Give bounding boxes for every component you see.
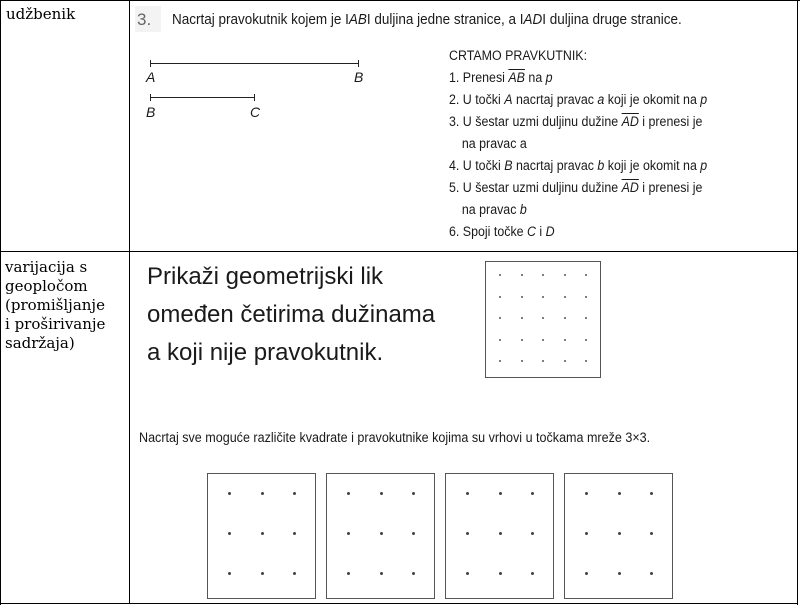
geoboard-peg [564,339,566,341]
geoboard-peg [650,532,653,535]
geoboard-peg [380,572,383,575]
geoboard-3x3 [564,473,673,599]
geoboard-peg [521,360,523,362]
step-text: 4. U točki [449,158,505,173]
geoboard-peg [585,296,587,298]
geoboard-5x5 [485,261,601,378]
step-text: koji je okomit na [604,92,701,107]
geoboard-peg [531,532,534,535]
geoboard-peg [542,274,544,276]
geoboard-3x3 [326,473,435,599]
geoboard-peg [347,532,350,535]
label-line: udžbenik [6,5,76,23]
step-text: a [597,92,605,107]
geoboard-peg [618,572,621,575]
step-text: D [545,224,555,239]
segment-ab-label: AB [348,12,367,28]
geoboard-peg [293,492,296,495]
steps-title: CRTAMO PRAVKUTNIK: [449,48,588,63]
step-text: 2. U točki [449,92,505,107]
border-bottom [0,603,798,604]
geoboard-peg [618,532,621,535]
step-3-cont: na pravac a [461,136,527,151]
row-divider [0,251,798,252]
step-text: nacrtaj pravac [512,158,598,173]
geoboard-peg [542,296,544,298]
geoboard-peg [542,317,544,319]
geoboard-peg [564,317,566,319]
label-line: geopločom [5,277,88,295]
geoboard-peg [531,492,534,495]
geoboard-peg [585,492,588,495]
geoboard-peg [228,532,231,535]
segment-bc-tick-start [150,94,151,101]
geoboard-peg [650,572,653,575]
point-b-label-2: B [146,104,156,120]
geoboard-peg [542,360,544,362]
variation-prompt [147,258,435,372]
step-text: A [504,92,513,107]
step-text: 3. U šestar uzmi duljinu dužine [449,114,622,129]
geoboard-peg [380,532,383,535]
step-text: i prenesi je [638,180,703,195]
point-b-label: B [354,69,364,85]
border-left [0,0,1,605]
point-a-label: A [146,69,156,85]
step-text: B [504,158,513,173]
task-text-part: I duljina jedne stranice, a I [366,12,524,28]
geoboard-peg [412,572,415,575]
geoboard-peg [261,492,264,495]
geoboard-peg [521,339,523,341]
label-line: varijacija s [5,258,88,276]
geoboard-peg [650,492,653,495]
geoboard-peg [585,532,588,535]
geoboard-peg [261,532,264,535]
step-3 [449,111,707,133]
geoboard-peg [585,317,587,319]
geoboard-peg [585,274,587,276]
geoboard-peg [499,317,501,319]
step-text: $\overline{AB}$ [508,70,525,85]
step-text: p [700,158,708,173]
geoboard-peg [618,492,621,495]
step-text: 5. U šestar uzmi duljinu dužine [449,180,622,195]
prompt-line: a koji nije pravokutnik. [147,339,384,366]
prompt-line: omeđen četirima dužinama [147,301,436,328]
segment-bc-tick-end [254,94,255,101]
geoboard-peg [564,274,566,276]
geoboard-peg [228,572,231,575]
geoboard-peg [499,532,502,535]
step-text: p [700,92,708,107]
geoboard-peg [531,572,534,575]
point-c-label: C [250,104,261,120]
step-4 [449,155,707,177]
geoboard-peg [380,492,383,495]
column-divider [129,0,130,604]
geoboard-peg [564,296,566,298]
geoboard-peg [261,572,264,575]
task-text [172,12,682,28]
border-top [0,0,800,1]
geoboard-peg [347,572,350,575]
geoboard-peg [521,296,523,298]
step-text: $\overline{AD}$ [621,180,639,195]
geoboard-peg [293,572,296,575]
step-text: p [545,70,553,85]
geoboard-peg [542,339,544,341]
geoboard-peg [585,360,587,362]
label-line: sadržaja) [5,334,75,352]
step-text: na [524,70,546,85]
geoboard-peg [466,572,469,575]
row-label-variation [5,258,105,353]
geoboard-peg [499,360,501,362]
geoboard-3x3 [445,473,554,599]
label-line: i proširivanje [5,315,106,333]
geoboard-peg [521,274,523,276]
label-line: (promišljanje [5,296,105,314]
segment-bc [150,97,255,98]
row-label-textbook [6,5,75,24]
border-right [797,0,798,605]
geoboard-peg [499,339,501,341]
geoboard-peg [228,492,231,495]
segment-ab-tick-start [150,60,151,67]
step-text: b [519,202,527,217]
segment-ab [150,63,359,64]
geoboard-peg [585,339,587,341]
step-6 [449,221,707,243]
segment-ad-label: AD [523,12,543,28]
geoboard-peg [585,572,588,575]
geoboard-peg [564,360,566,362]
step-text: i prenesi je [638,114,703,129]
step-text: koji je okomit na [604,158,701,173]
step-2 [449,89,707,111]
task-text-part: Nacrtaj pravokutnik kojem je I [172,12,349,28]
geoboard-peg [347,492,350,495]
geoboard-peg [499,492,502,495]
step-text: nacrtaj pravac [512,92,598,107]
step-5-cont [449,199,707,221]
construction-steps [449,45,707,243]
step-text: na pravac [461,202,520,217]
step-text: i [535,224,546,239]
geoboard-3x3 [207,473,316,599]
step-text: C [527,224,536,239]
task-text-part: I duljina druge stranice. [542,12,682,28]
step-text: 1. Prenesi [449,70,509,85]
step-5 [449,177,707,199]
task-number: 3. [137,10,152,29]
step-1 [449,67,707,89]
geoboard-peg [293,532,296,535]
geoboard-peg [499,572,502,575]
geoboard-peg [412,532,415,535]
geoboard-peg [521,317,523,319]
segment-ab-tick-end [358,60,359,67]
geoboard-peg [466,532,469,535]
step-text: $\overline{AD}$ [621,114,639,129]
step-text: 6. Spoji točke [449,224,528,239]
geoboard-peg [412,492,415,495]
geoboard-peg [499,296,501,298]
geoboard-peg [499,274,501,276]
prompt-line: Prikaži geometrijski lik [147,263,384,290]
step-text: b [597,158,605,173]
grid-instruction: Nacrtaj sve moguće različite kvadrate i pravokutnike kojima su vrhovi u točkama mreže 3×3. [139,430,651,445]
geoboard-peg [466,492,469,495]
